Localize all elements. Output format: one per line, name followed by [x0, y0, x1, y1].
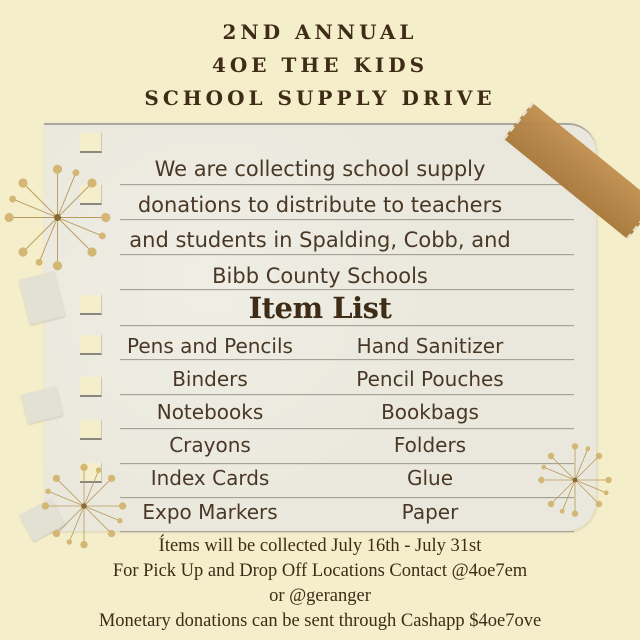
item-right: Glue: [406, 466, 454, 491]
dried-flower-icon: [535, 440, 615, 520]
item-right: Pencil Pouches: [356, 366, 504, 391]
intro-line: and students in Spalding, Cobb, and: [129, 228, 511, 252]
collection-dates: Ítems will be collected July 16th - July 31st: [158, 536, 482, 556]
item-list-title: Item List: [248, 291, 392, 325]
item-right: Paper: [401, 499, 459, 524]
binder-hole: [80, 133, 102, 153]
contact-info-alt: or @geranger: [269, 586, 371, 606]
dried-flower-icon: [0, 160, 115, 275]
intro-line: Bibb County Schools: [212, 263, 428, 288]
item-row: [110, 362, 530, 395]
binder-hole: [80, 335, 102, 355]
item-right: Bookbags: [381, 399, 479, 424]
intro-line: donations to distribute to teachers: [137, 192, 503, 217]
binder-hole: [80, 420, 102, 440]
item-left: Pens and Pencils: [127, 333, 293, 358]
contact-info: For Pick Up and Drop Off Locations Contact @4oe7em: [112, 561, 528, 581]
item-list: [110, 329, 530, 528]
intro-text: [110, 152, 530, 294]
binder-hole: [80, 377, 102, 397]
item-row: [110, 495, 530, 528]
flyer-header: [0, 16, 640, 115]
item-right: Folders: [393, 433, 467, 458]
header-line-title: SCHOOL SUPPLY DRIVE: [144, 86, 496, 110]
torn-paper-piece: [19, 271, 65, 324]
item-row: [110, 429, 530, 462]
item-row: [110, 395, 530, 428]
intro-line: We are collecting school supply: [154, 157, 486, 181]
item-row: [110, 462, 530, 495]
item-right: Hand Sanitizer: [356, 333, 504, 358]
item-left: Crayons: [169, 433, 251, 458]
item-left: Index Cards: [150, 466, 270, 491]
header-line-org: 4OE THE KIDS: [211, 53, 429, 77]
item-row: [110, 329, 530, 362]
ruled-line: [120, 531, 574, 532]
flyer-footer: [0, 534, 640, 634]
donation-info: Monetary donations can be sent through Cashapp $4oe7ove: [98, 611, 542, 631]
item-left: Expo Markers: [142, 499, 278, 524]
item-left: Notebooks: [156, 399, 264, 424]
binder-hole: [80, 295, 102, 315]
torn-paper-piece: [21, 386, 63, 424]
header-line-annual: 2ND ANNUAL: [222, 20, 418, 44]
item-left: Binders: [172, 366, 248, 391]
